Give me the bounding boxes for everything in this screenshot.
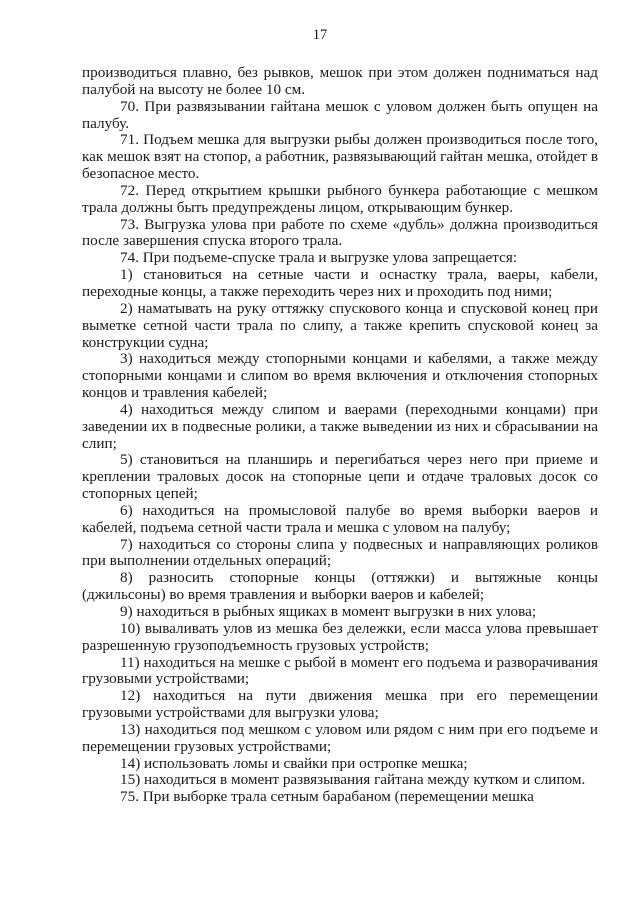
body-text [82, 65, 598, 806]
paragraph: 7) находиться со стороны слипа у подвесных и направляющих роликов при выполнении отдельных операций; [82, 535, 598, 570]
paragraph: 14) использовать ломы и свайки при остропке мешка; [120, 754, 468, 772]
paragraph: 74. При подъеме-спуске трала и выгрузке улова запрещается: [120, 249, 518, 267]
paragraph: 8) разносить стопорные концы (оттяжки) и вытяжные концы (джильсоны) во время травления и выборки ваеров и кабелей; [82, 569, 598, 604]
paragraph: 75. При выборке трала сетным барабаном (перемещении мешка [120, 788, 534, 806]
paragraph: 5) становиться на планширь и перегибаться через него при приеме и креплении траловых досок на стопорные цепи и отдаче траловых досок со стопорных цепей; [82, 451, 598, 503]
paragraph: 1) становиться на сетные части и оснастку трала, ваеры, кабели, переходные концы, а также переходить через них и проходить под ними; [82, 266, 598, 300]
paragraph: 4) находиться между слипом и ваерами (переходными концами) при заведении их в подвесные ролики, а также выведении из них и сбрасывании на слип; [82, 400, 598, 452]
paragraph: 71. Подъем мешка для выгрузки рыбы должен производиться после того, как мешок взят на стопор, а работник, развязывающий гайтан мешка, отойдет в безопасное место. [82, 131, 598, 183]
page-number: 17 [312, 27, 328, 43]
paragraph: 9) находиться в рыбных ящиках в момент выгрузки в них улова; [120, 603, 537, 620]
paragraph: 72. Перед открытием крышки рыбного бункера работающие с мешком трала должны быть предупреждены лицом, открывающим бункер. [82, 181, 598, 216]
paragraph: 73. Выгрузка улова при работе по схеме «дубль» должна производиться после завершения спуска второго трала. [82, 215, 598, 250]
paragraph: 10) вываливать улов из мешка без дележки, если масса улова превышает разрешенную грузоподъемность грузовых устройств; [82, 619, 598, 654]
paragraph: 13) находиться под мешком с уловом или рядом с ним при его подъеме и перемещении грузовых устройствами; [82, 720, 598, 755]
paragraph: 12) находиться на пути движения мешка при его перемещении грузовыми устройствами для выгрузки улова; [82, 687, 598, 722]
paragraph: производиться плавно, без рывков, мешок при этом должен подниматься над палубой на высоту не более 10 см. [82, 64, 598, 98]
paragraph: 2) наматывать на руку оттяжку спускового конца и спусковой конец при выметке сетной части трала по слипу, а также крепить спусковой конец за конструкции судна; [82, 299, 598, 351]
paragraph: 3) находиться между стопорными концами и кабелями, а также между стопорными концами и слипом во время включения и отключения стопорных концов и травления кабелей; [82, 350, 598, 402]
paragraph: 70. При развязывании гайтана мешок с уловом должен быть опущен на палубу. [82, 97, 598, 132]
paragraph: 11) находиться на мешке с рыбой в момент его подъема и разворачивания грузовыми устройствами; [82, 653, 598, 688]
paragraph: 15) находиться в момент развязывания гайтана между кутком и слипом. [120, 771, 586, 789]
paragraph: 6) находиться на промысловой палубе во время выборки ваеров и кабелей, подъема сетной части трала и мешка с уловом на палубу; [82, 501, 598, 536]
